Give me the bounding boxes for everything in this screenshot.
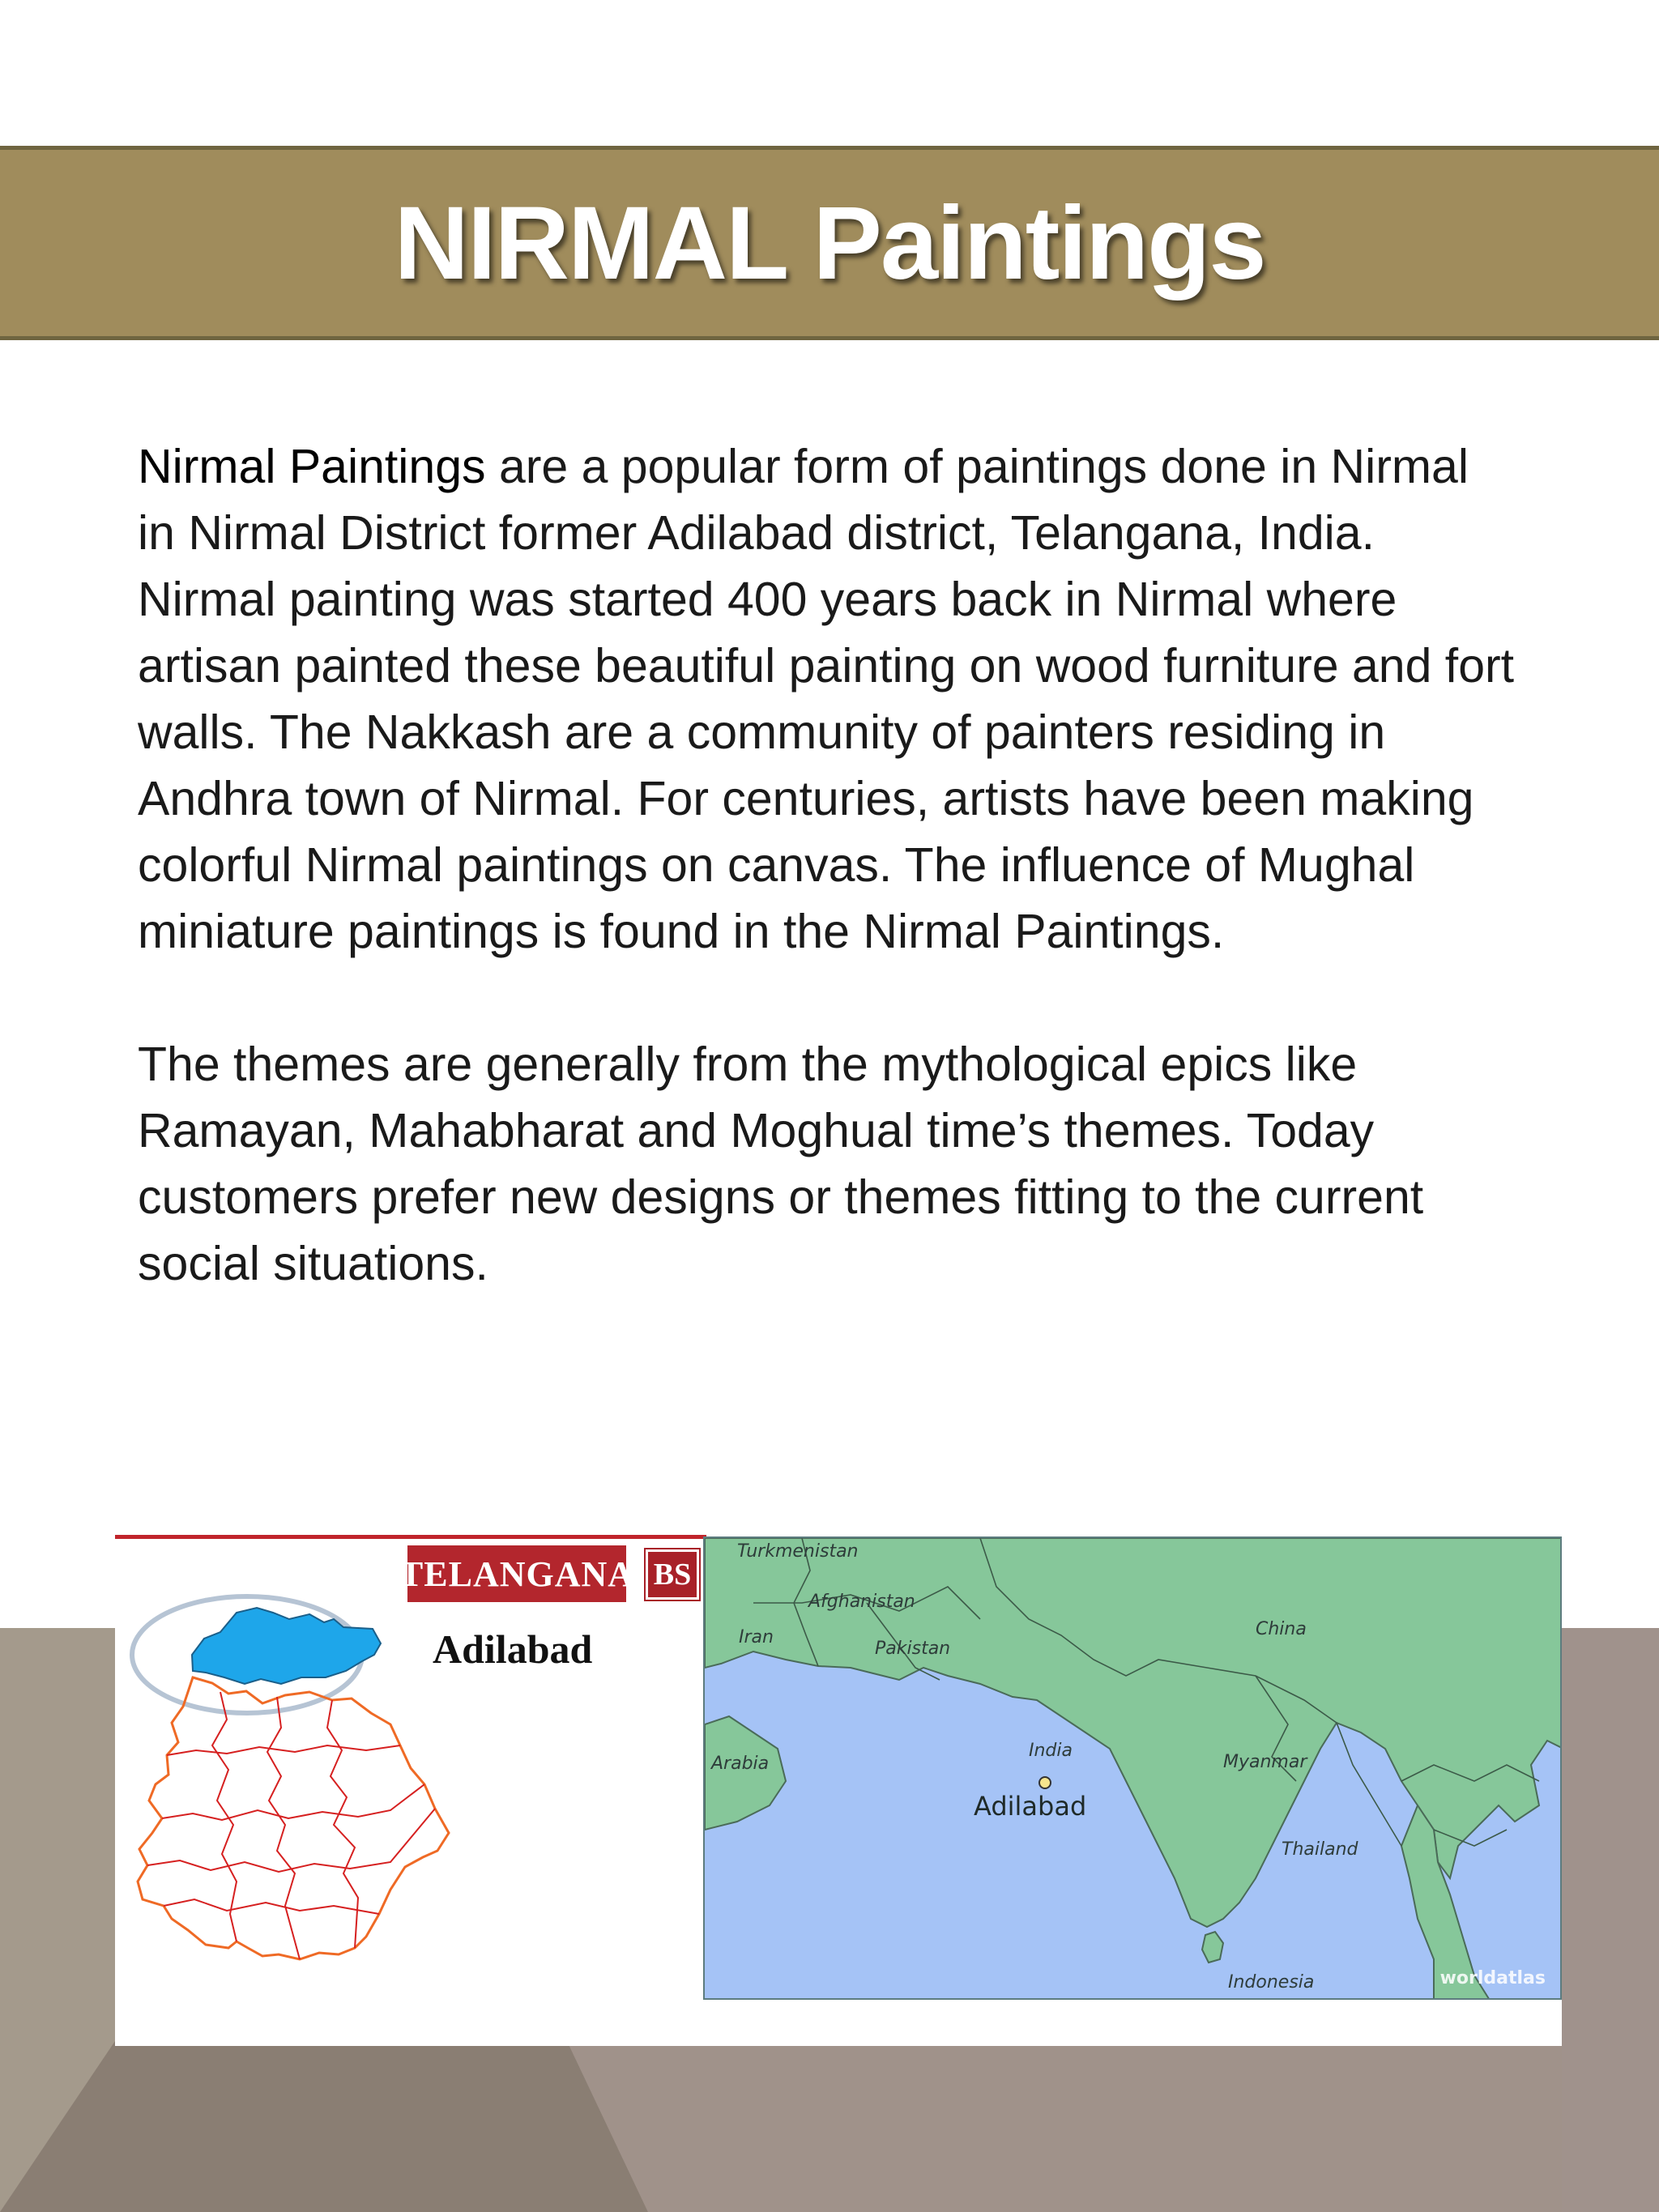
label-iran: Iran xyxy=(739,1627,774,1647)
label-turkmenistan: Turkmenistan xyxy=(737,1541,859,1562)
south-asia-map xyxy=(703,1536,1562,2000)
paragraph-1-lead: Nirmal Paintings xyxy=(138,440,486,493)
district-outline-map xyxy=(115,1533,705,2019)
bs-logo: BS xyxy=(646,1549,699,1600)
paragraph-2: The themes are generally from the mythological epics like Ramayan, Mahabharat and Moghual time’s themes. Today customers prefer new designs or themes fitting to the current social situations. xyxy=(138,1038,1424,1290)
page-title: NIRMAL Paintings xyxy=(394,185,1265,301)
label-china: China xyxy=(1256,1619,1307,1639)
telangana-outline xyxy=(138,1677,449,1959)
sri-lanka-land xyxy=(1202,1932,1223,1963)
map-image-card xyxy=(115,1533,1562,2046)
adilabad-district-region xyxy=(192,1608,381,1684)
body-text xyxy=(138,433,1515,1297)
state-label: TELANGANA xyxy=(407,1545,626,1602)
label-india: India xyxy=(1029,1741,1073,1761)
district-borders xyxy=(147,1692,435,1959)
worldatlas-watermark: worldatlas xyxy=(1439,1968,1546,1988)
city-label-adilabad: Adilabad xyxy=(974,1791,1087,1822)
paragraph-1-body: are a popular form of paintings done in Nirmal in Nirmal District former Adilabad district, Telangana, India. Nirmal painting was started 400 years back in Nirmal where artisan painted these beautiful painting on wood furniture and fort walls. The Nakkash are a community of painters residing in Andhra town of Nirmal. For centuries, artists have been making colorful Nirmal paintings on canvas. The influence of Mughal miniature paintings is found in the Nirmal Paintings. xyxy=(138,440,1515,958)
label-afghanistan: Afghanistan xyxy=(808,1592,915,1612)
label-thailand: Thailand xyxy=(1282,1839,1358,1860)
telangana-map xyxy=(115,1533,705,2019)
title-banner xyxy=(0,146,1659,340)
label-indonesia: Indonesia xyxy=(1228,1972,1315,1993)
label-pakistan: Pakistan xyxy=(875,1639,951,1659)
label-myanmar: Myanmar xyxy=(1223,1752,1307,1772)
label-arabia: Arabia xyxy=(711,1754,770,1774)
district-label: Adilabad xyxy=(433,1626,593,1672)
adilabad-marker xyxy=(1039,1777,1051,1788)
paragraph-1 xyxy=(138,433,1515,965)
